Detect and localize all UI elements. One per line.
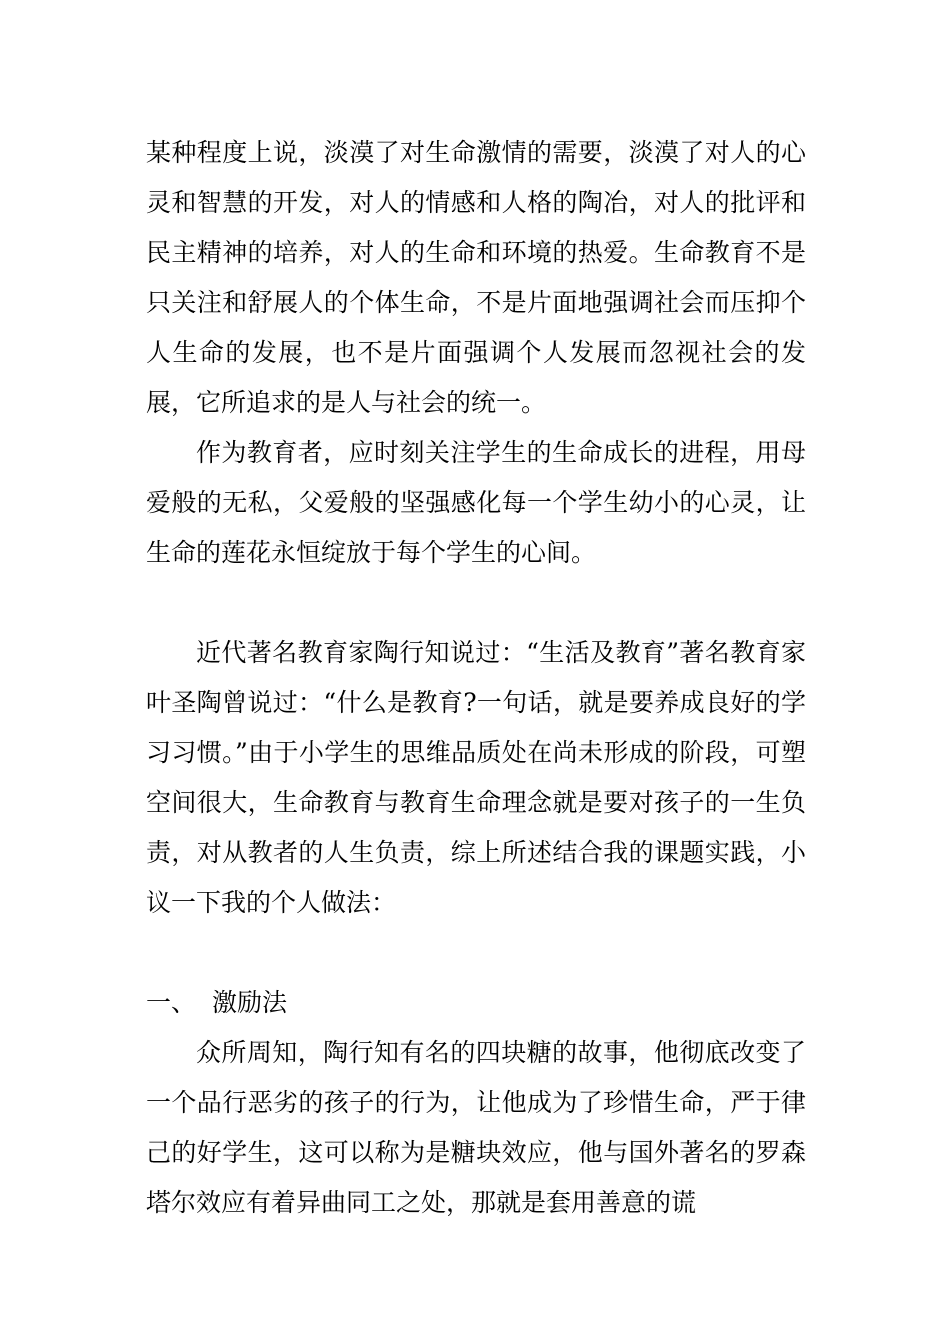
section-title: 激励法 [212,988,288,1017]
paragraph-educator-role: 作为教育者，应时刻关注学生的生命成长的进程，用母爱般的无私，父爱般的坚强感化每一个学生幼小的心灵，让生命的莲花永恒绽放于每个学生的心间。 [146,438,806,567]
paragraph-four-candies-story: 众所周知，陶行知有名的四块糖的故事，他彻底改变了一个品行恶劣的孩子的行为，让他成为了珍惜生命，严于律己的好学生，这可以称为是糖块效应，他与国外著名的罗森塔尔效应有着异曲同工之处，那就是套用善意的谎 [146,1038,806,1217]
section-heading [146,978,806,1028]
section-number: 一、 [146,988,197,1017]
paragraph-tao-xingzhi-quote: 近代著名教育家陶行知说过：“生活及教育”著名教育家叶圣陶曾说过：“什么是教育?一句话，就是要养成良好的学习习惯。”由于小学生的思维品质处在尚未形成的阶段，可塑空间很大，生命教育与教育生命理念就是要对孩子的一生负责，对从教者的人生负责，综上所述结合我的课题实践，小议一下我的个人做法： [146,638,806,917]
paragraph-continued: 某种程度上说，淡漠了对生命激情的需要，淡漠了对人的心灵和智慧的开发，对人的情感和人格的陶冶，对人的批评和民主精神的培养，对人的生命和环境的热爱。生命教育不是只关注和舒展人的个体生命，不是片面地强调社会而压抑个人生命的发展，也不是片面强调个人发展而忽视社会的发展，它所追求的是人与社会的统一。 [146,138,806,417]
document-body [146,128,806,1228]
paragraph-spacer [146,578,806,628]
paragraph-spacer [146,928,806,978]
